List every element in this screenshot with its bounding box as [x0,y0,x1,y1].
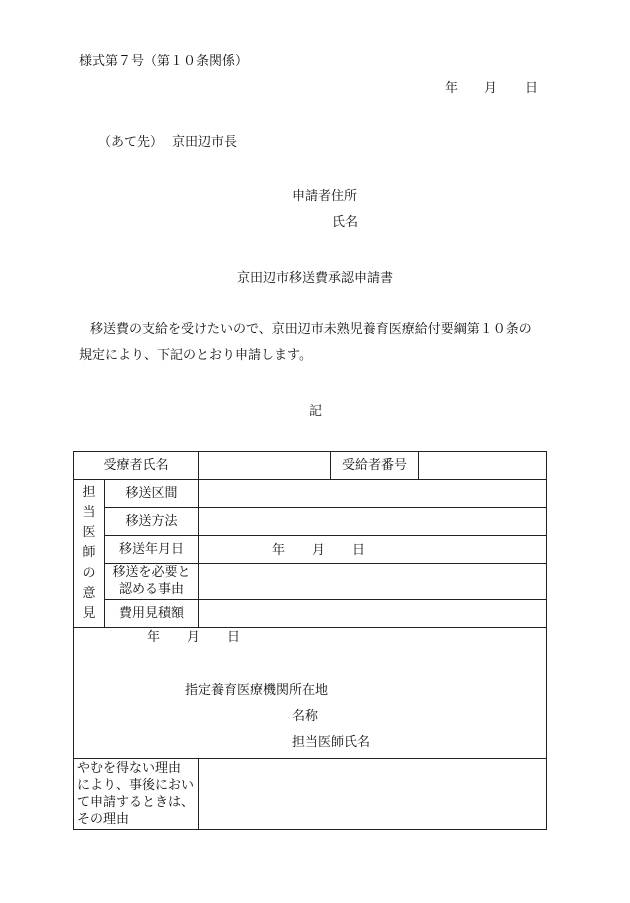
date-year-label: 年 [445,81,459,96]
table-row [74,628,547,759]
route-label: 移送区間 [105,480,199,508]
late-application-reason-label: やむを得ない理由 により、事後におい て申請するときは、 その理由 [74,759,199,830]
method-label: 移送方法 [105,508,199,536]
doctor-name-label: 担当医師氏名 [292,735,371,750]
patient-name-value [199,452,331,480]
transfer-date-value [199,536,547,564]
body-text-line1: 移送費の支給を受けたいので、京田辺市未熟児養育医療給付要綱第１０条の [90,322,532,337]
table-row [74,508,547,536]
transfer-day-label: 日 [352,543,366,558]
applicant-address-label: 申請者住所 [292,189,358,204]
table-row [74,759,547,830]
institution-name-label: 名称 [292,709,319,724]
late-application-reason-value [199,759,547,830]
recipient-number-value [419,452,547,480]
cert-day-label: 日 [227,630,241,645]
form-number: 様式第７号（第１０条関係） [79,54,249,69]
table-row [74,536,547,564]
cert-month-label: 月 [187,630,201,645]
recipient-number-label: 受給者番号 [331,452,419,480]
table-row [74,600,547,628]
transfer-year-label: 年 [272,543,286,558]
estimate-value [199,600,547,628]
application-form-table [73,451,547,830]
institution-address-label: 指定養育医療機関所在地 [185,683,329,698]
doctor-opinion-label: 担 当 医 師 の 意 見 [74,480,105,628]
transfer-date-label: 移送年月日 [105,536,199,564]
necessity-reason-value [199,564,547,600]
route-value [199,480,547,508]
method-value [199,508,547,536]
body-text-line2: 規定により、下記のとおり申請します。 [79,348,312,363]
table-row [74,480,547,508]
table-row [74,564,547,600]
cert-year-label: 年 [147,630,161,645]
applicant-name-label: 氏名 [332,215,359,230]
date-day-label: 日 [525,81,539,96]
document-title: 京田辺市移送費承認申請書 [237,271,394,286]
date-month-label: 月 [484,81,498,96]
ki-heading: 記 [309,404,323,419]
patient-name-label: 受療者氏名 [74,452,199,480]
addressee-name: 京田辺市長 [172,135,238,150]
addressee-label: （あて先） [98,135,164,150]
doctor-certification-block [74,628,547,759]
table-row [74,452,547,480]
necessity-reason-label: 移送を必要と 認める事由 [105,564,199,600]
estimate-label: 費用見積額 [105,600,199,628]
transfer-month-label: 月 [312,543,326,558]
